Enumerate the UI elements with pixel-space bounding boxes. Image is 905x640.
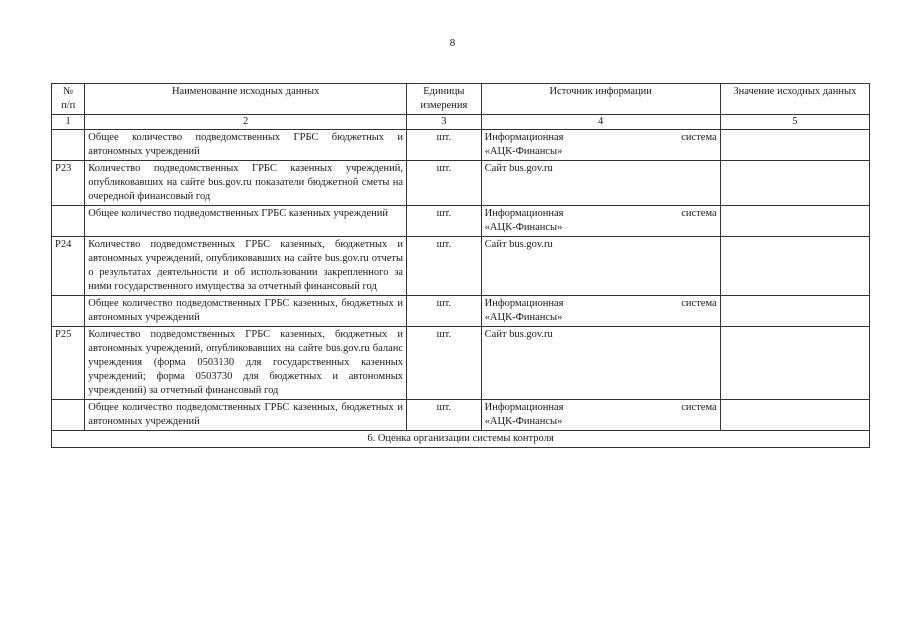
row-name: Общее количество подведомственных ГРБС казенных учреждений	[85, 206, 407, 237]
table-row	[52, 237, 870, 296]
row-value	[720, 206, 869, 237]
row-unit: шт.	[407, 296, 482, 327]
row-value	[720, 327, 869, 400]
row-name: Количество подведомственных ГРБС казенных учреждений, опубликовавших на сайте bus.gov.ru показатели бюджетной сметы на очередной финансовый год	[85, 161, 407, 206]
row-value	[720, 130, 869, 161]
row-name: Общее количество подведомственных ГРБС казенных, бюджетных и автономных учреждений	[85, 296, 407, 327]
row-unit: шт.	[407, 327, 482, 400]
source-text: «АЦК-Финансы»	[484, 416, 563, 427]
column-number-row	[52, 115, 870, 130]
column-number: 4	[481, 115, 720, 130]
table-row	[52, 327, 870, 400]
table-row	[52, 296, 870, 327]
source-text: «АЦК-Финансы»	[484, 222, 563, 233]
section-title: 6. Оценка организации системы контроля	[52, 431, 870, 448]
row-source	[481, 296, 720, 327]
row-name: Общее количество подведомственных ГРБС казенных, бюджетных и автономных учреждений	[85, 400, 407, 431]
row-code: Р25	[52, 327, 85, 400]
header-units: Единицы измерения	[407, 84, 482, 115]
column-number: 2	[85, 115, 407, 130]
source-text: Информационная	[484, 402, 564, 413]
table-row	[52, 400, 870, 431]
page-number: 8	[449, 37, 456, 49]
source-text: система	[681, 132, 717, 143]
table-row	[52, 206, 870, 237]
header-number: № п/п	[52, 84, 85, 115]
row-source: Сайт bus.gov.ru	[481, 327, 720, 400]
source-text: система	[681, 208, 717, 219]
source-text: Информационная	[484, 208, 564, 219]
row-value	[720, 400, 869, 431]
row-source: Сайт bus.gov.ru	[481, 161, 720, 206]
row-source	[481, 400, 720, 431]
source-text: система	[681, 298, 717, 309]
row-unit: шт.	[407, 206, 482, 237]
table-row	[52, 161, 870, 206]
row-name: Общее количество подведомственных ГРБС бюджетных и автономных учреждений	[85, 130, 407, 161]
source-text: Информационная	[484, 132, 564, 143]
row-code	[52, 206, 85, 237]
header-name: Наименование исходных данных	[85, 84, 407, 115]
row-name: Количество подведомственных ГРБС казенных, бюджетных и автономных учреждений, опубликовавших на сайте bus.gov.ru отчеты о результатах деятельности и об использовании закрепленного за ними государственного имущества за отчетный финансовый год	[85, 237, 407, 296]
row-unit: шт.	[407, 400, 482, 431]
row-unit: шт.	[407, 161, 482, 206]
row-source	[481, 206, 720, 237]
row-value	[720, 296, 869, 327]
row-unit: шт.	[407, 130, 482, 161]
row-source	[481, 130, 720, 161]
row-source: Сайт bus.gov.ru	[481, 237, 720, 296]
header-source: Источник информации	[481, 84, 720, 115]
column-number: 3	[407, 115, 482, 130]
column-number: 5	[720, 115, 869, 130]
row-value	[720, 237, 869, 296]
row-value	[720, 161, 869, 206]
row-code	[52, 130, 85, 161]
column-number: 1	[52, 115, 85, 130]
table-row	[52, 130, 870, 161]
source-text: «АЦК-Финансы»	[484, 312, 563, 323]
row-unit: шт.	[407, 237, 482, 296]
section-row	[52, 431, 870, 448]
row-name: Количество подведомственных ГРБС казенных, бюджетных и автономных учреждений, опубликовавших на сайте bus.gov.ru баланс учреждения (форма 0503130 для государственных казенных учреждений; форма 0503730 для бюджетных и автономных учреждений) за отчетный финансовый год	[85, 327, 407, 400]
source-data-table	[51, 83, 870, 448]
source-text: «АЦК-Финансы»	[484, 146, 563, 157]
row-code	[52, 296, 85, 327]
row-code	[52, 400, 85, 431]
source-text: система	[681, 402, 717, 413]
row-code: Р24	[52, 237, 85, 296]
source-text: Информационная	[484, 298, 564, 309]
table-header-row	[52, 84, 870, 115]
header-value: Значение исходных данных	[720, 84, 869, 115]
row-code: Р23	[52, 161, 85, 206]
